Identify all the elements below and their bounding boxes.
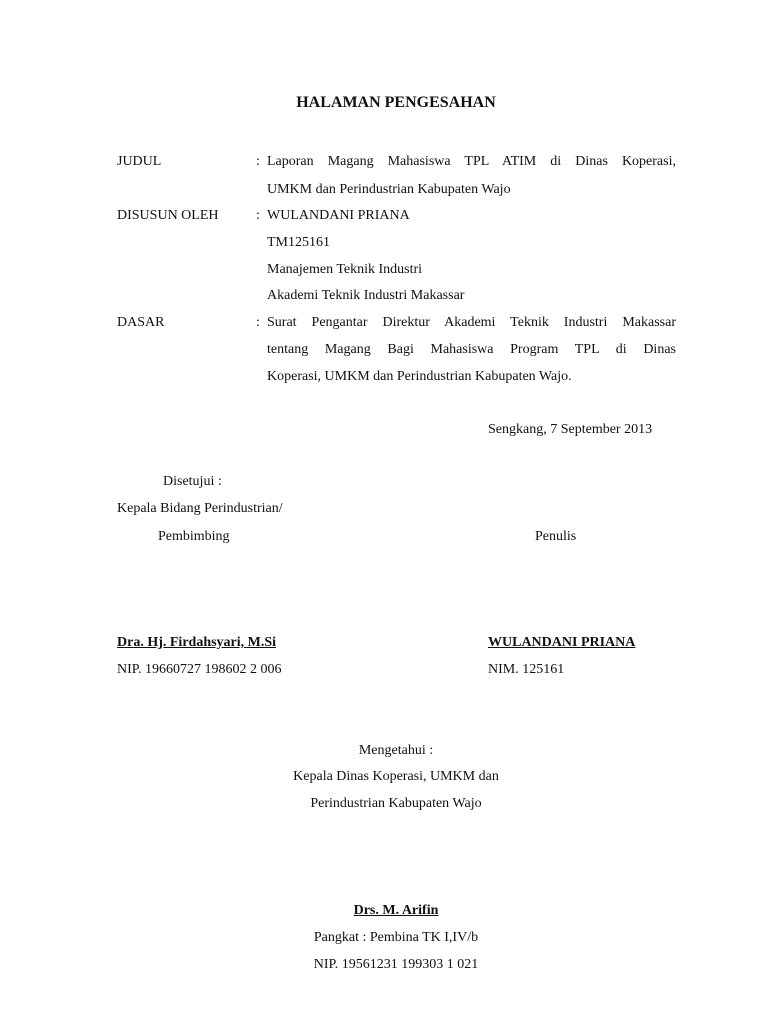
disusun-colon: :: [256, 208, 260, 223]
author-institution: Akademi Teknik Industri Makassar: [267, 288, 465, 303]
supervisor-name: Dra. Hj. Firdahsyari, M.Si: [117, 635, 277, 650]
place-date: Sengkang, 7 September 2013: [488, 422, 653, 437]
acknowledged-label: Mengetahui :: [358, 743, 434, 758]
writer-label: Penulis: [535, 529, 577, 544]
dasar-value-line1: Surat Pengantar Direktur Akademi Teknik Industri Makassar: [267, 315, 676, 330]
approved-label: Disetujui :: [163, 474, 222, 489]
writer-name: WULANDANI PRIANA: [488, 635, 636, 650]
judul-value-line1: Laporan Magang Mahasiswa TPL ATIM di Dinas Koperasi,: [267, 154, 676, 169]
head-of-division: Kepala Bidang Perindustrian/: [117, 501, 283, 516]
supervisor-nip: NIP. 19660727 198602 2 006: [117, 662, 282, 677]
author-id: TM125161: [267, 235, 330, 250]
head-of-office-nip: NIP. 19561231 199303 1 021: [313, 957, 479, 972]
head-of-office-line1: Kepala Dinas Koperasi, UMKM dan: [293, 769, 499, 784]
writer-nim: NIM. 125161: [488, 662, 565, 677]
supervisor-label: Pembimbing: [158, 529, 230, 544]
dasar-colon: :: [256, 315, 260, 330]
dasar-label: DASAR: [117, 315, 165, 330]
head-of-office-rank: Pangkat : Pembina TK I,IV/b: [313, 930, 479, 945]
head-of-office-line2: Perindustrian Kabupaten Wajo: [310, 796, 482, 811]
judul-colon: :: [256, 154, 260, 169]
author-program: Manajemen Teknik Industri: [267, 262, 423, 277]
author-name: WULANDANI PRIANA: [267, 208, 410, 223]
judul-label: JUDUL: [117, 154, 162, 169]
page-title: HALAMAN PENGESAHAN: [296, 94, 496, 111]
judul-value-line2: UMKM dan Perindustrian Kabupaten Wajo: [267, 182, 511, 197]
head-of-office-name: Drs. M. Arifin: [353, 903, 439, 918]
dasar-value-line2: tentang Magang Bagi Mahasiswa Program TPL di Dinas: [267, 342, 676, 357]
dasar-value-line3: Koperasi, UMKM dan Perindustrian Kabupaten Wajo.: [267, 369, 572, 384]
disusun-label: DISUSUN OLEH: [117, 208, 219, 223]
